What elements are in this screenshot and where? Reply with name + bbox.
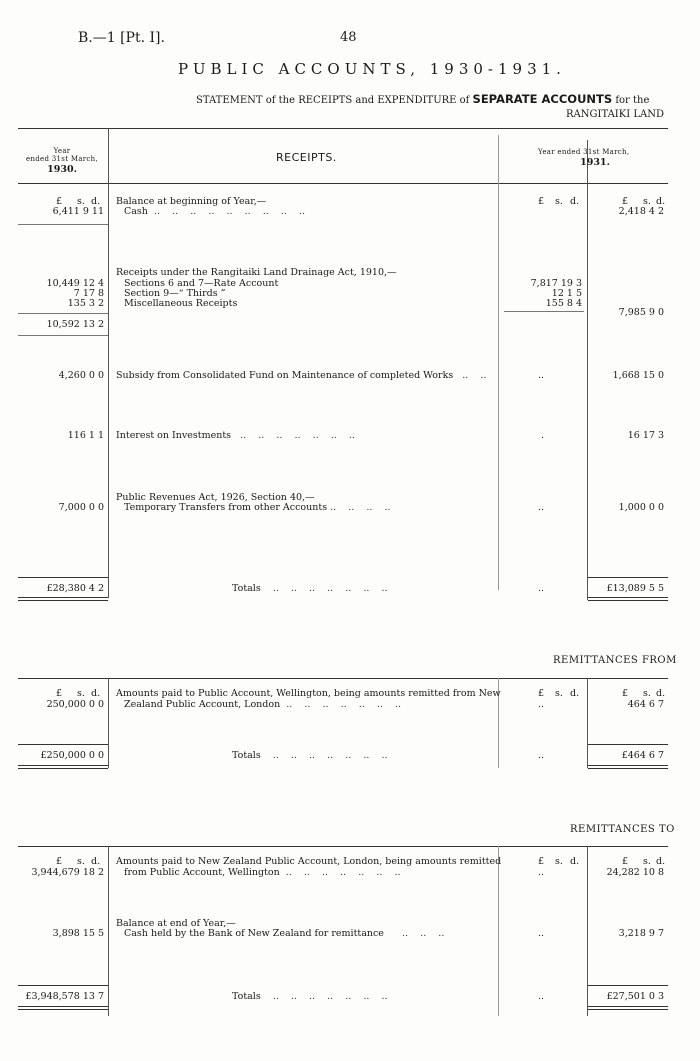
remit-to-prev-unit-shilling: s. (77, 856, 85, 867)
interest-prev-amount: 116 1 1 (67, 430, 104, 441)
remit-to-prev-amount: 3,944,679 18 2 (31, 867, 104, 878)
balance-heading: Balance at beginning of Year,— (116, 196, 267, 207)
cur-unit-pound: £ (622, 196, 629, 207)
end-balance-heading: Balance at end of Year,— (116, 918, 236, 929)
prev-year-header-line3: 1930. (47, 164, 77, 175)
remit-to-detail-unit-pence: d. (570, 856, 580, 867)
prev-unit-pence: d. (91, 196, 101, 207)
column-divider-left (108, 128, 109, 598)
remit-to-divider-mid (498, 846, 499, 1016)
totals-cur-double-rule (588, 597, 668, 601)
drainage-prev-rule (18, 313, 108, 314)
revenues-cur-amount: 1,000 0 0 (618, 502, 664, 513)
balance-prev-amount: 6,411 9 11 (52, 206, 104, 217)
subsidy-text: Subsidy from Consolidated Fund on Maintenance of completed Works (116, 370, 454, 381)
totals-cur-amount: £13,089 5 5 (606, 583, 664, 594)
cur-year-header-line2: 1931. (580, 157, 610, 168)
drainage-item-1-prev: 10,449 12 4 (46, 278, 104, 289)
column-divider-right (587, 140, 588, 600)
prev-year-header-line2: ended 31st March, (26, 155, 98, 163)
drainage-item-1-label: Sections 6 and 7—Rate Account (124, 278, 279, 289)
remit-to-totals-label: Totals .. .. .. .. .. .. .. (232, 991, 388, 1002)
remit-to-prev-double-rule (18, 1006, 108, 1010)
remit-from-cur-unit-pence: d. (656, 688, 666, 699)
drainage-item-2-detail: 12 1 5 (551, 288, 582, 299)
remit-from-cur-double-rule (588, 765, 668, 769)
prev-unit-pound: £ (56, 196, 63, 207)
cur-unit-pence: d. (656, 196, 666, 207)
remit-from-prev-unit-pound: £ (56, 688, 63, 699)
interest-text: Interest on Investments (116, 430, 232, 441)
revenues-detail-dots: .. (538, 502, 545, 513)
remit-from-detail-unit-pound: £ (538, 688, 545, 699)
remit-from-totals-text: Totals (232, 750, 261, 761)
remit-to-title: REMITTANCES TO (570, 824, 675, 835)
remit-from-line2: Zealand Public Account, London .. .. .. .. .. .. .. (124, 699, 401, 710)
statement-emphasis: SEPARATE ACCOUNTS (472, 92, 613, 106)
remit-to-cur-unit-pound: £ (622, 856, 629, 867)
remit-to-cur-rule-top (588, 985, 668, 986)
drainage-item-3-detail: 155 8 4 (545, 298, 582, 309)
detail-unit-pence: d. (570, 196, 580, 207)
remit-from-prev-amount: 250,000 0 0 (46, 699, 104, 710)
detail-unit-pound: £ (538, 196, 545, 207)
drainage-cur-amount: 7,985 9 0 (618, 307, 664, 318)
drainage-item-2-label: Section 9—“ Thirds ” (124, 288, 226, 299)
remit-from-prev-unit-pence: d. (91, 688, 101, 699)
remit-from-prev-unit-shilling: s. (77, 688, 85, 699)
balance-rule (18, 224, 108, 225)
drainage-item-2-prev: 7 17 8 (73, 288, 104, 299)
remit-from-cur-unit-pound: £ (622, 688, 629, 699)
drainage-subtotal-rule (18, 335, 108, 336)
remit-from-totals-prev: £250,000 0 0 (40, 750, 104, 761)
drainage-heading: Receipts under the Rangitaiki Land Drainage Act, 1910,— (116, 267, 397, 278)
remit-to-cur-unit-pence: d. (656, 856, 666, 867)
cur-year-header-line1: Year ended 31st March, (538, 148, 630, 156)
page-number: 48 (340, 30, 357, 45)
remit-from-cur-rule-top (588, 744, 668, 745)
remit-to-cur-unit-shilling: s. (643, 856, 651, 867)
totals-detail-dots: .. (538, 583, 545, 594)
statement-prefix: STATEMENT of the RECEIPTS and EXPENDITURE of (196, 95, 473, 106)
remit-to-totals-dots: .. (538, 991, 545, 1002)
remit-from-divider-right (587, 678, 588, 768)
remit-from-cur-amount: 464 6 7 (627, 699, 664, 710)
remit-from-detail-unit-pence: d. (570, 688, 580, 699)
revenues-heading: Public Revenues Act, 1926, Section 40,— (116, 492, 315, 503)
end-balance-prev-amount: 3,898 15 5 (52, 928, 104, 939)
drainage-prev-subtotal: 10,592 13 2 (46, 319, 104, 330)
balance-cash-label: Cash .. .. .. .. .. .. .. .. .. (124, 206, 305, 217)
subsidy-cur-amount: 1,668 15 0 (612, 370, 664, 381)
column-header-rule (18, 183, 668, 184)
remit-from-line1: Amounts paid to Public Account, Wellington, being amounts remitted from New (116, 688, 501, 699)
remit-to-line2: from Public Account, Wellington .. .. .. .. .. .. .. (124, 867, 401, 878)
revenues-line: Temporary Transfers from other Accounts .. .. .. .. (124, 502, 391, 513)
remit-from-title: REMITTANCES FROM (553, 655, 677, 666)
subsidy-detail-dots: .. (538, 370, 545, 381)
remit-to-totals-prev: £3,948,578 13 7 (25, 991, 104, 1002)
remit-to-prev-unit-pound: £ (56, 856, 63, 867)
subsidy-label: Subsidy from Consolidated Fund on Maintenance of completed Works .. .. (116, 370, 487, 381)
remit-to-line2-text: from Public Account, Wellington (124, 867, 280, 878)
end-balance-cur-amount: 3,218 9 7 (618, 928, 664, 939)
revenues-prev-amount: 7,000 0 0 (58, 502, 104, 513)
remit-from-top-rule (18, 678, 668, 679)
remit-from-totals-label: Totals .. .. .. .. .. .. .. (232, 750, 388, 761)
drainage-detail-rule (504, 311, 584, 312)
statement-heading (196, 92, 649, 106)
detail-unit-shilling: s. (555, 196, 563, 207)
remit-to-detail-unit-pound: £ (538, 856, 545, 867)
remit-to-detail-dots: .. (538, 867, 545, 878)
remit-from-totals-dots: .. (538, 750, 545, 761)
drainage-item-3-label: Miscellaneous Receipts (124, 298, 238, 309)
remit-to-totals-cur: £27,501 0 3 (606, 991, 664, 1002)
prev-unit-shilling: s. (77, 196, 85, 207)
totals-prev-amount: £28,380 4 2 (46, 583, 104, 594)
cur-unit-shilling: s. (643, 196, 651, 207)
totals-prev-rule-top (18, 577, 108, 578)
end-balance-text: Cash held by the Bank of New Zealand for remittance (124, 928, 384, 939)
interest-label: Interest on Investments .. .. .. .. .. .. .. (116, 430, 355, 441)
remit-to-cur-amount: 24,282 10 8 (606, 867, 664, 878)
remit-from-prev-rule-top (18, 744, 108, 745)
remit-from-line2-text: Zealand Public Account, London (124, 699, 281, 710)
subsidy-prev-amount: 4,260 0 0 (58, 370, 104, 381)
statement-subtitle: RANGITAIKI LAND (566, 109, 664, 120)
remit-to-line1: Amounts paid to New Zealand Public Account, London, being amounts remitted (116, 856, 502, 867)
receipts-header: RECEIPTS. (276, 151, 337, 164)
page-title: PUBLIC ACCOUNTS, 1930-1931. (178, 60, 566, 78)
end-balance-detail-dots: .. (538, 928, 545, 939)
totals-cur-rule-top (588, 577, 668, 578)
remit-to-top-rule (18, 846, 668, 847)
interest-cur-amount: 16 17 3 (627, 430, 664, 441)
table-top-rule (18, 128, 668, 129)
remit-to-prev-rule-top (18, 985, 108, 986)
remit-to-divider-right (587, 846, 588, 1016)
remit-to-detail-unit-shilling: s. (555, 856, 563, 867)
totals-text: Totals (232, 583, 261, 594)
revenues-text: Temporary Transfers from other Accounts (124, 502, 328, 513)
drainage-item-3-prev: 135 3 2 (67, 298, 104, 309)
statement-suffix: for the (612, 95, 650, 106)
remit-to-divider-left (108, 846, 109, 1016)
remit-to-totals-text: Totals (232, 991, 261, 1002)
remit-from-detail-dots: .. (538, 699, 545, 710)
remit-from-totals-cur: £464 6 7 (621, 750, 664, 761)
interest-detail-dots: . (541, 430, 545, 441)
remit-from-detail-unit-shilling: s. (555, 688, 563, 699)
remit-to-cur-double-rule (588, 1006, 668, 1010)
remit-from-divider-left (108, 678, 109, 768)
drainage-item-1-detail: 7,817 19 3 (530, 278, 582, 289)
balance-cash-text: Cash (124, 206, 148, 217)
totals-label: Totals .. .. .. .. .. .. .. (232, 583, 388, 594)
end-balance-line: Cash held by the Bank of New Zealand for remittance .. .. .. (124, 928, 445, 939)
section-reference: B.—1 [Pt. I]. (78, 30, 165, 46)
remit-to-prev-unit-pence: d. (91, 856, 101, 867)
remit-from-prev-double-rule (18, 765, 108, 769)
remit-from-cur-unit-shilling: s. (643, 688, 651, 699)
prev-year-header-line1: Year (53, 147, 71, 155)
column-divider-mid (498, 135, 499, 590)
totals-prev-double-rule (18, 597, 108, 601)
balance-cur-amount: 2,418 4 2 (618, 206, 664, 217)
